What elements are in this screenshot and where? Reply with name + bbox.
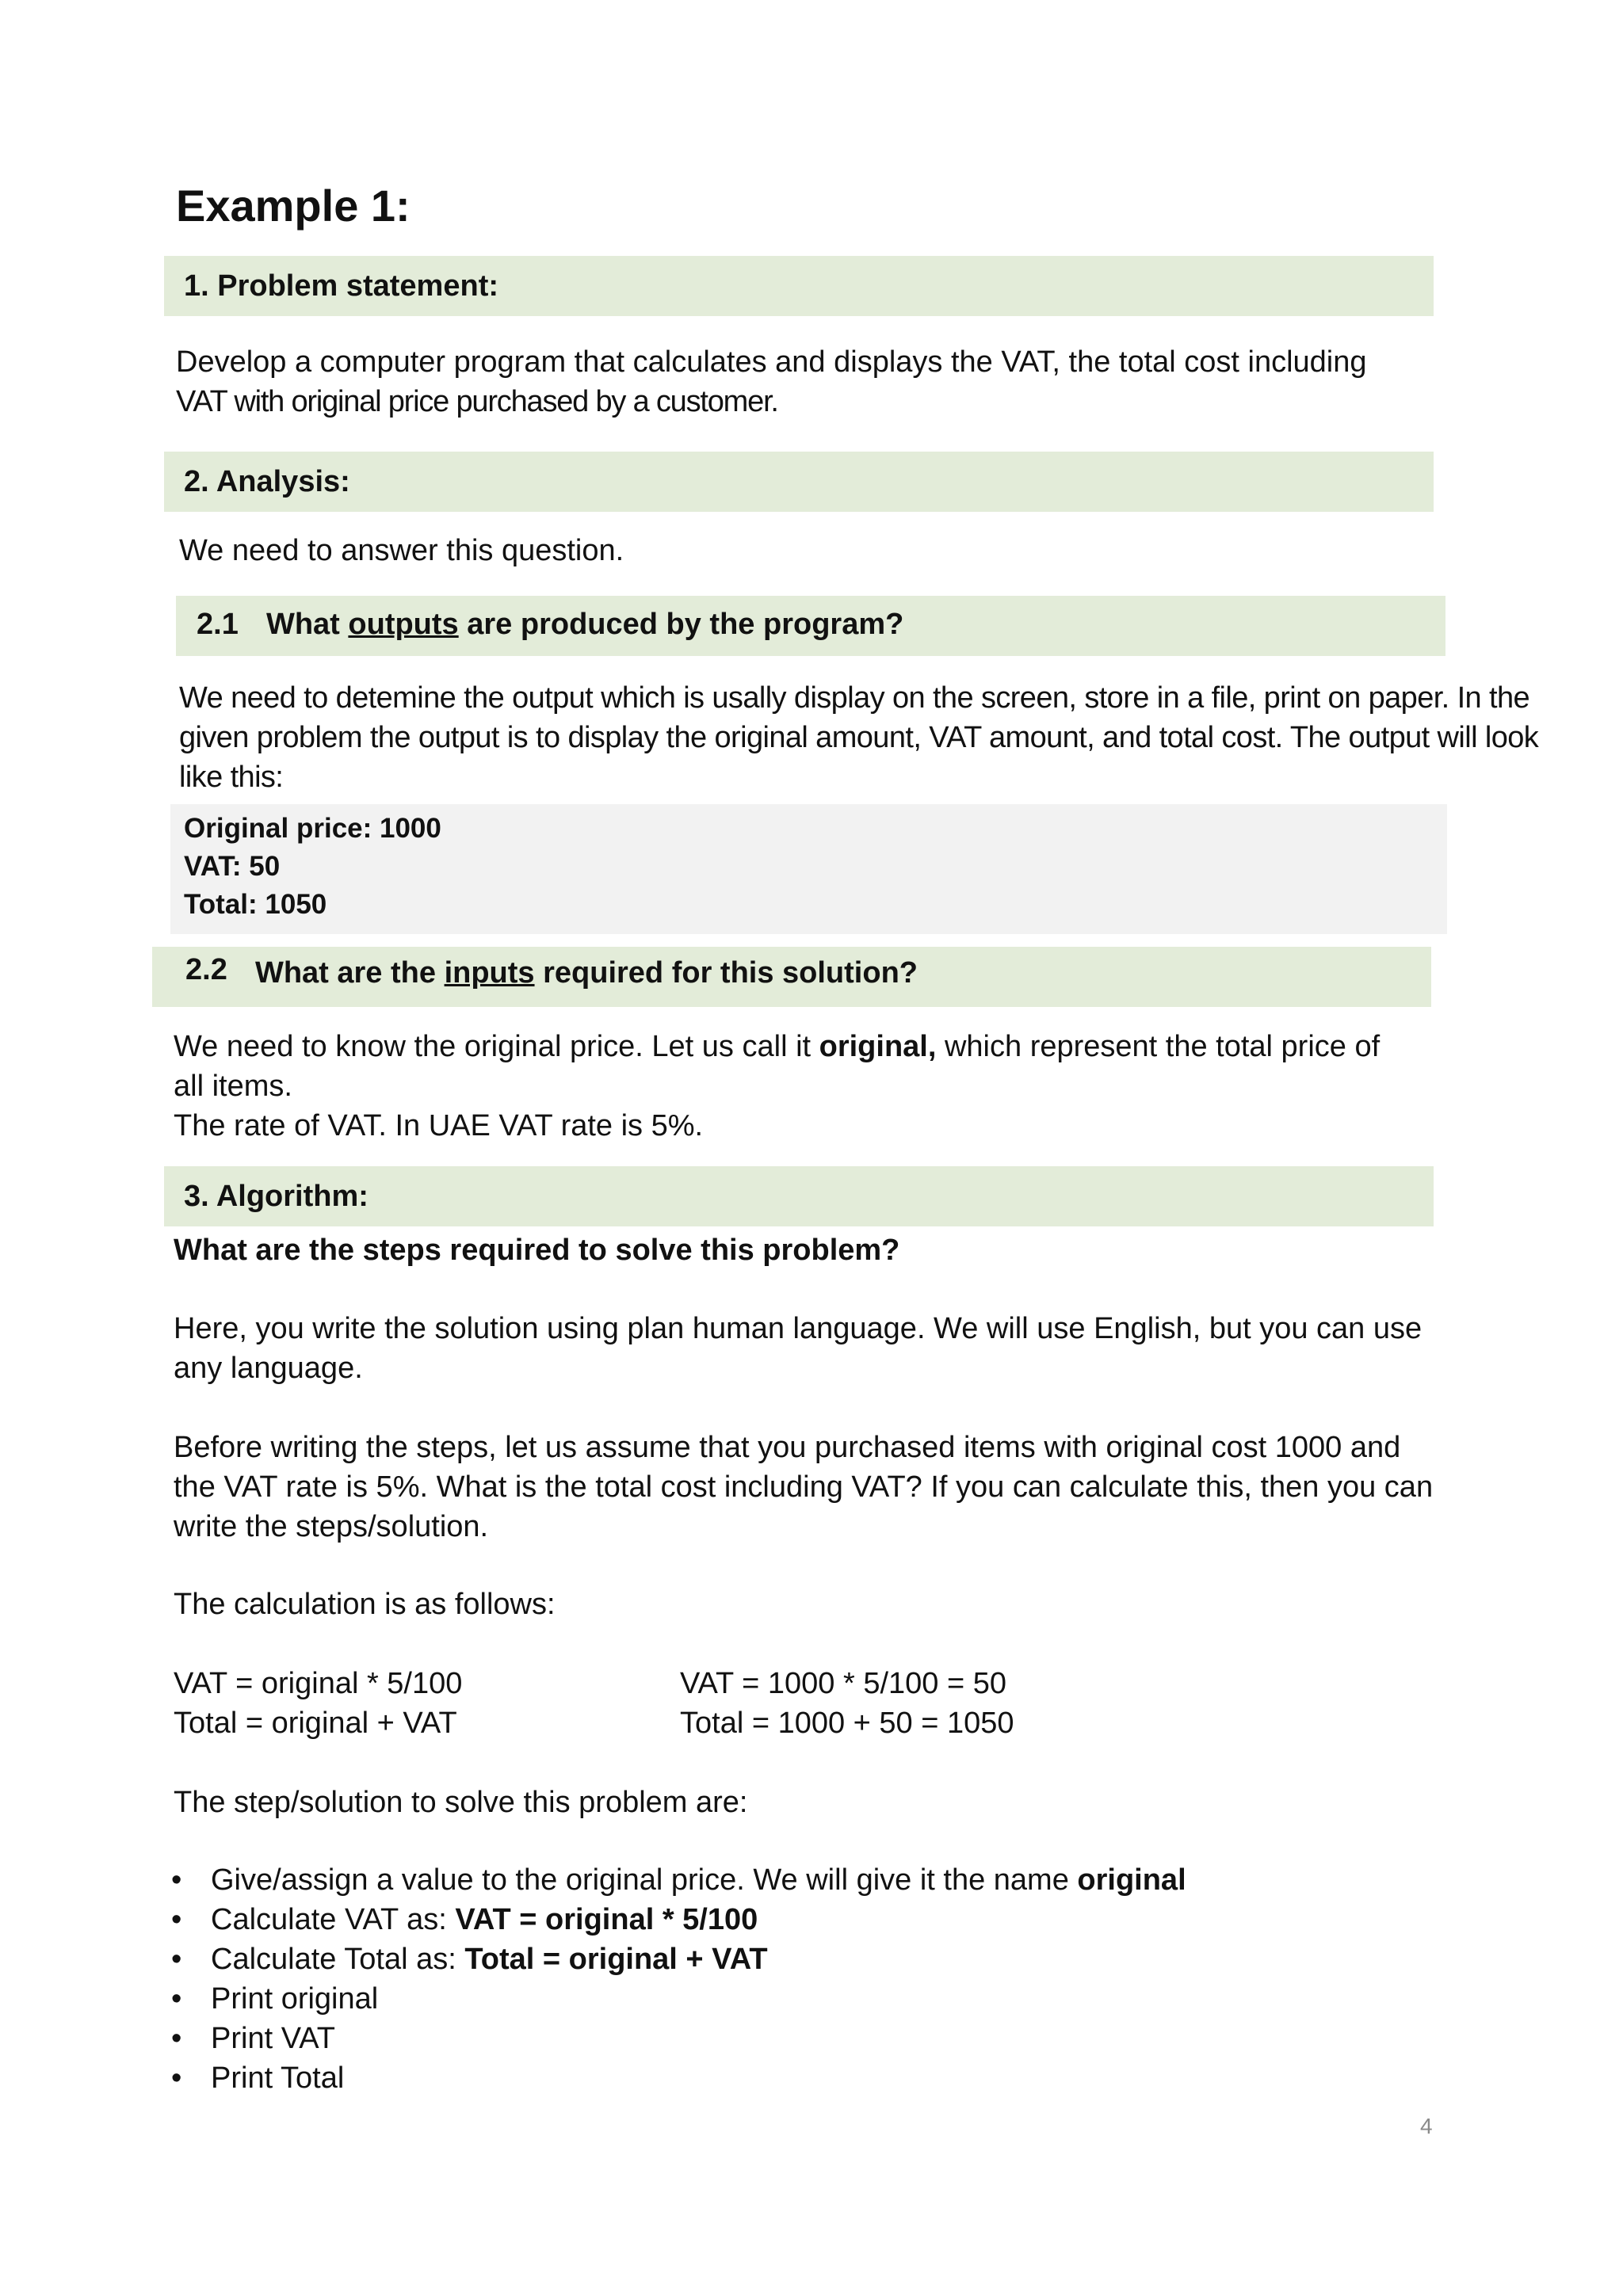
bullet-icon: • (171, 1903, 182, 1936)
list-item (171, 1979, 1186, 2019)
q2-line-3: The rate of VAT. In UAE VAT rate is 5%. (174, 1109, 704, 1142)
q1-heading (197, 605, 903, 643)
algorithm-para-2 (174, 1428, 1433, 1547)
bullet-icon: • (171, 1863, 182, 1897)
algorithm-para-1-line-1: Here, you write the solution using plan human language. We will use English, but you can use (174, 1312, 1423, 1345)
step-text: Calculate VAT as: (211, 1903, 456, 1936)
page-title: Example 1: (176, 181, 411, 231)
q2-line-1-bold: original, (819, 1030, 937, 1063)
q2-line-1-post: which represent the total price of (936, 1030, 1381, 1063)
q1-underlined: outputs (348, 608, 459, 641)
q2-line-1 (174, 1027, 1380, 1066)
step-bold-text: VAT = original * 5/100 (455, 1903, 758, 1936)
q1-line-2: given problem the output is to display the original amount, VAT amount, and total cost. The output will look (179, 721, 1539, 754)
step-bold-text: original (1077, 1863, 1186, 1897)
analysis-heading: 2. Analysis: (184, 465, 350, 498)
output-line-total: Total: 1050 (184, 889, 327, 920)
list-item (171, 1860, 1186, 1900)
algorithm-para-2-line-3: write the steps/solution. (174, 1510, 489, 1543)
formula-total: Total = original + VAT (174, 1707, 457, 1740)
bullet-icon: • (171, 1943, 182, 1976)
list-item (171, 1939, 1186, 1979)
result-total: Total = 1000 + 50 = 1050 (680, 1707, 1014, 1740)
q1-description (179, 678, 1538, 797)
q1-post: are produced by the program? (458, 608, 904, 641)
q1-number: 2.1 (197, 608, 239, 641)
step-text: Give/assign a value to the original price. We will give it the name (211, 1863, 1078, 1897)
analysis-heading-band (164, 452, 1434, 512)
algorithm-para-2-line-2: the VAT rate is 5%. What is the total cost including VAT? If you can calculate this, then you can (174, 1470, 1434, 1504)
formula-vat: VAT = original * 5/100 (174, 1667, 463, 1700)
step-text: Print Total (211, 2061, 345, 2095)
list-item (171, 2019, 1186, 2058)
list-item (171, 1900, 1186, 1939)
q2-number: 2.2 (185, 953, 227, 986)
page-number: 4 (1420, 2114, 1433, 2138)
problem-heading: 1. Problem statement: (184, 269, 498, 303)
step-text: Print original (211, 1982, 379, 2016)
algorithm-question (174, 1230, 899, 1270)
q2-heading (185, 954, 918, 992)
list-item (171, 2058, 1186, 2098)
algorithm-para-1 (174, 1309, 1422, 1388)
steps-intro-text: The step/solution to solve this problem are: (174, 1786, 748, 1819)
q2-line-2: all items. (174, 1070, 292, 1103)
output-example-text (184, 810, 441, 924)
step-bold-text: Total = original + VAT (464, 1943, 768, 1976)
q2-underlined: inputs (444, 956, 535, 990)
algorithm-para-1-line-2: any language. (174, 1352, 363, 1385)
q2-pre: What are the (254, 956, 445, 990)
step-text: Calculate Total as: (211, 1943, 465, 1976)
q2-post: required for this solution? (534, 956, 918, 990)
q2-line-1-pre: We need to know the original price. Let us call it (174, 1030, 819, 1063)
q1-line-3: like this: (179, 761, 284, 794)
bullet-icon: • (171, 1982, 182, 2016)
bullet-icon: • (171, 2061, 182, 2095)
calc-intro (174, 1585, 556, 1624)
algorithm-para-2-line-1: Before writing the steps, let us assume that you purchased items with original cost 1000 and (174, 1431, 1401, 1464)
algorithm-question-text: What are the steps required to solve this problem? (174, 1234, 900, 1267)
analysis-intro (179, 531, 624, 570)
steps-intro (174, 1783, 748, 1822)
bullet-icon: • (171, 2022, 182, 2055)
calc-intro-text: The calculation is as follows: (174, 1588, 556, 1621)
problem-line-1: Develop a computer program that calculates and displays the VAT, the total cost including (176, 345, 1367, 379)
analysis-intro-text: We need to answer this question. (179, 534, 624, 567)
q1-line-1: We need to detemine the output which is usally display on the screen, store in a file, print on paper. In the (179, 681, 1530, 715)
problem-line-2: VAT with original price purchased by a customer. (176, 385, 778, 418)
output-line-vat: VAT: 50 (184, 851, 281, 882)
steps-list (171, 1860, 1186, 2098)
problem-statement-text (176, 342, 1367, 421)
step-text: Print VAT (211, 2022, 335, 2055)
result-vat: VAT = 1000 * 5/100 = 50 (680, 1667, 1006, 1700)
algorithm-heading: 3. Algorithm: (184, 1180, 369, 1213)
output-line-original: Original price: 1000 (184, 813, 441, 844)
q1-pre: What (265, 608, 349, 641)
q2-description (174, 1027, 1380, 1146)
